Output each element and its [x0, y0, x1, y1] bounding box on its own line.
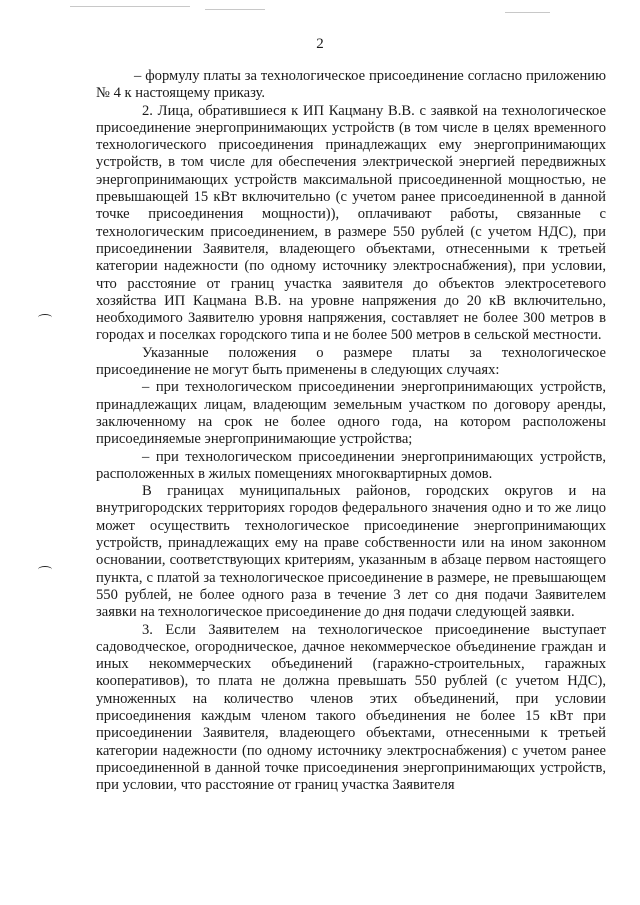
document-body	[96, 68, 606, 794]
scan-artifact-top-right	[505, 12, 550, 13]
page-number: 2	[316, 36, 324, 52]
hole-punch-mark-upper	[38, 314, 52, 321]
paragraph-exception-lease: – при технологическом присоединении энергопринимающих устройств, принадлежащих лицам, владеющим земельным участком по договору аренды, заключенному на срок не более одного года, на котором расположены присоединяемые энергопринимающие устройства;	[96, 379, 606, 448]
paragraph-dash-formula: – формулу платы за технологическое присоединение согласно приложению № 4 к настоящему приказу.	[96, 68, 606, 102]
paragraph-exceptions-intro: Указанные положения о размере платы за технологическое присоединение не могут быть применены в следующих случаях:	[96, 344, 606, 379]
hole-punch-mark-lower	[38, 566, 52, 573]
scan-artifact-top-left	[70, 6, 190, 7]
paragraph-item-3: 3. Если Заявителем на технологическое присоединение выступает садоводческое, огородническое, дачное некоммерческое объединение граждан и иных некоммерческих объединений (гаражно-строительных, гаражных кооперативов), то плата не должна превышать 550 рублей (с учетом НДС), умноженных на количество членов этих объединений, при условии присоединения каждым членом такого объединения не более 15 кВт при присоединении Заявителя, владеющего объектами, отнесенными к третьей категории надежности (по одному источнику электроснабжения) с учетом ранее присоединенной в данной точке присоединения энергопринимающих устройств, при условии, что расстояние от границ участка Заявителя	[96, 621, 606, 794]
paragraph-item-2: 2. Лица, обратившиеся к ИП Кацману В.В. с заявкой на технологическое присоединение энергопринимающих устройств (в том числе в целях временного технологического присоединения принадлежащих ему энергопринимающих устройств, в том числе для обеспечения электрической энергией передвижных энергопринимающих устройств максимальной присоединенной мощностью, не превышающей 15 кВт включительно (с учетом ранее присоединенной в данной точке присоединения мощности)), оплачивают работы, связанные с технологическим присоединением, в размере 550 рублей (с учетом НДС), при присоединении Заявителя, владеющего объектами, отнесенными к третьей категории надежности (по одному источнику электроснабжения), при условии, что расстояние от границ участка заявителя до объектов электросетевого хозяйства ИП Кацмана В.В. на уровне напряжения до 20 кВ включительно, необходимого Заявителю уровня напряжения, составляет не более 300 метров в городах и поселках городского типа и не более 500 метров в сельской местности.	[96, 102, 606, 344]
paragraph-exception-apartments: – при технологическом присоединении энергопринимающих устройств, расположенных в жилых помещениях многоквартирных домов.	[96, 448, 606, 482]
paragraph-municipal-limit: В границах муниципальных районов, городских округов и на внутригородских территориях городов федерального значения одно и то же лицо может осуществить технологическое присоединение энергопринимающих устройств, принадлежащих ему на праве собственности или на ином законном основании, соответствующих критериям, указанным в абзаце первом настоящего пункта, с платой за технологическое присоединение в размере, не превышающем 550 рублей, не более одного раза в течение 3 лет со дня подачи Заявителем заявки на технологическое присоединение до дня подачи следующей заявки.	[96, 483, 606, 621]
scan-artifact-top-center	[205, 9, 265, 10]
